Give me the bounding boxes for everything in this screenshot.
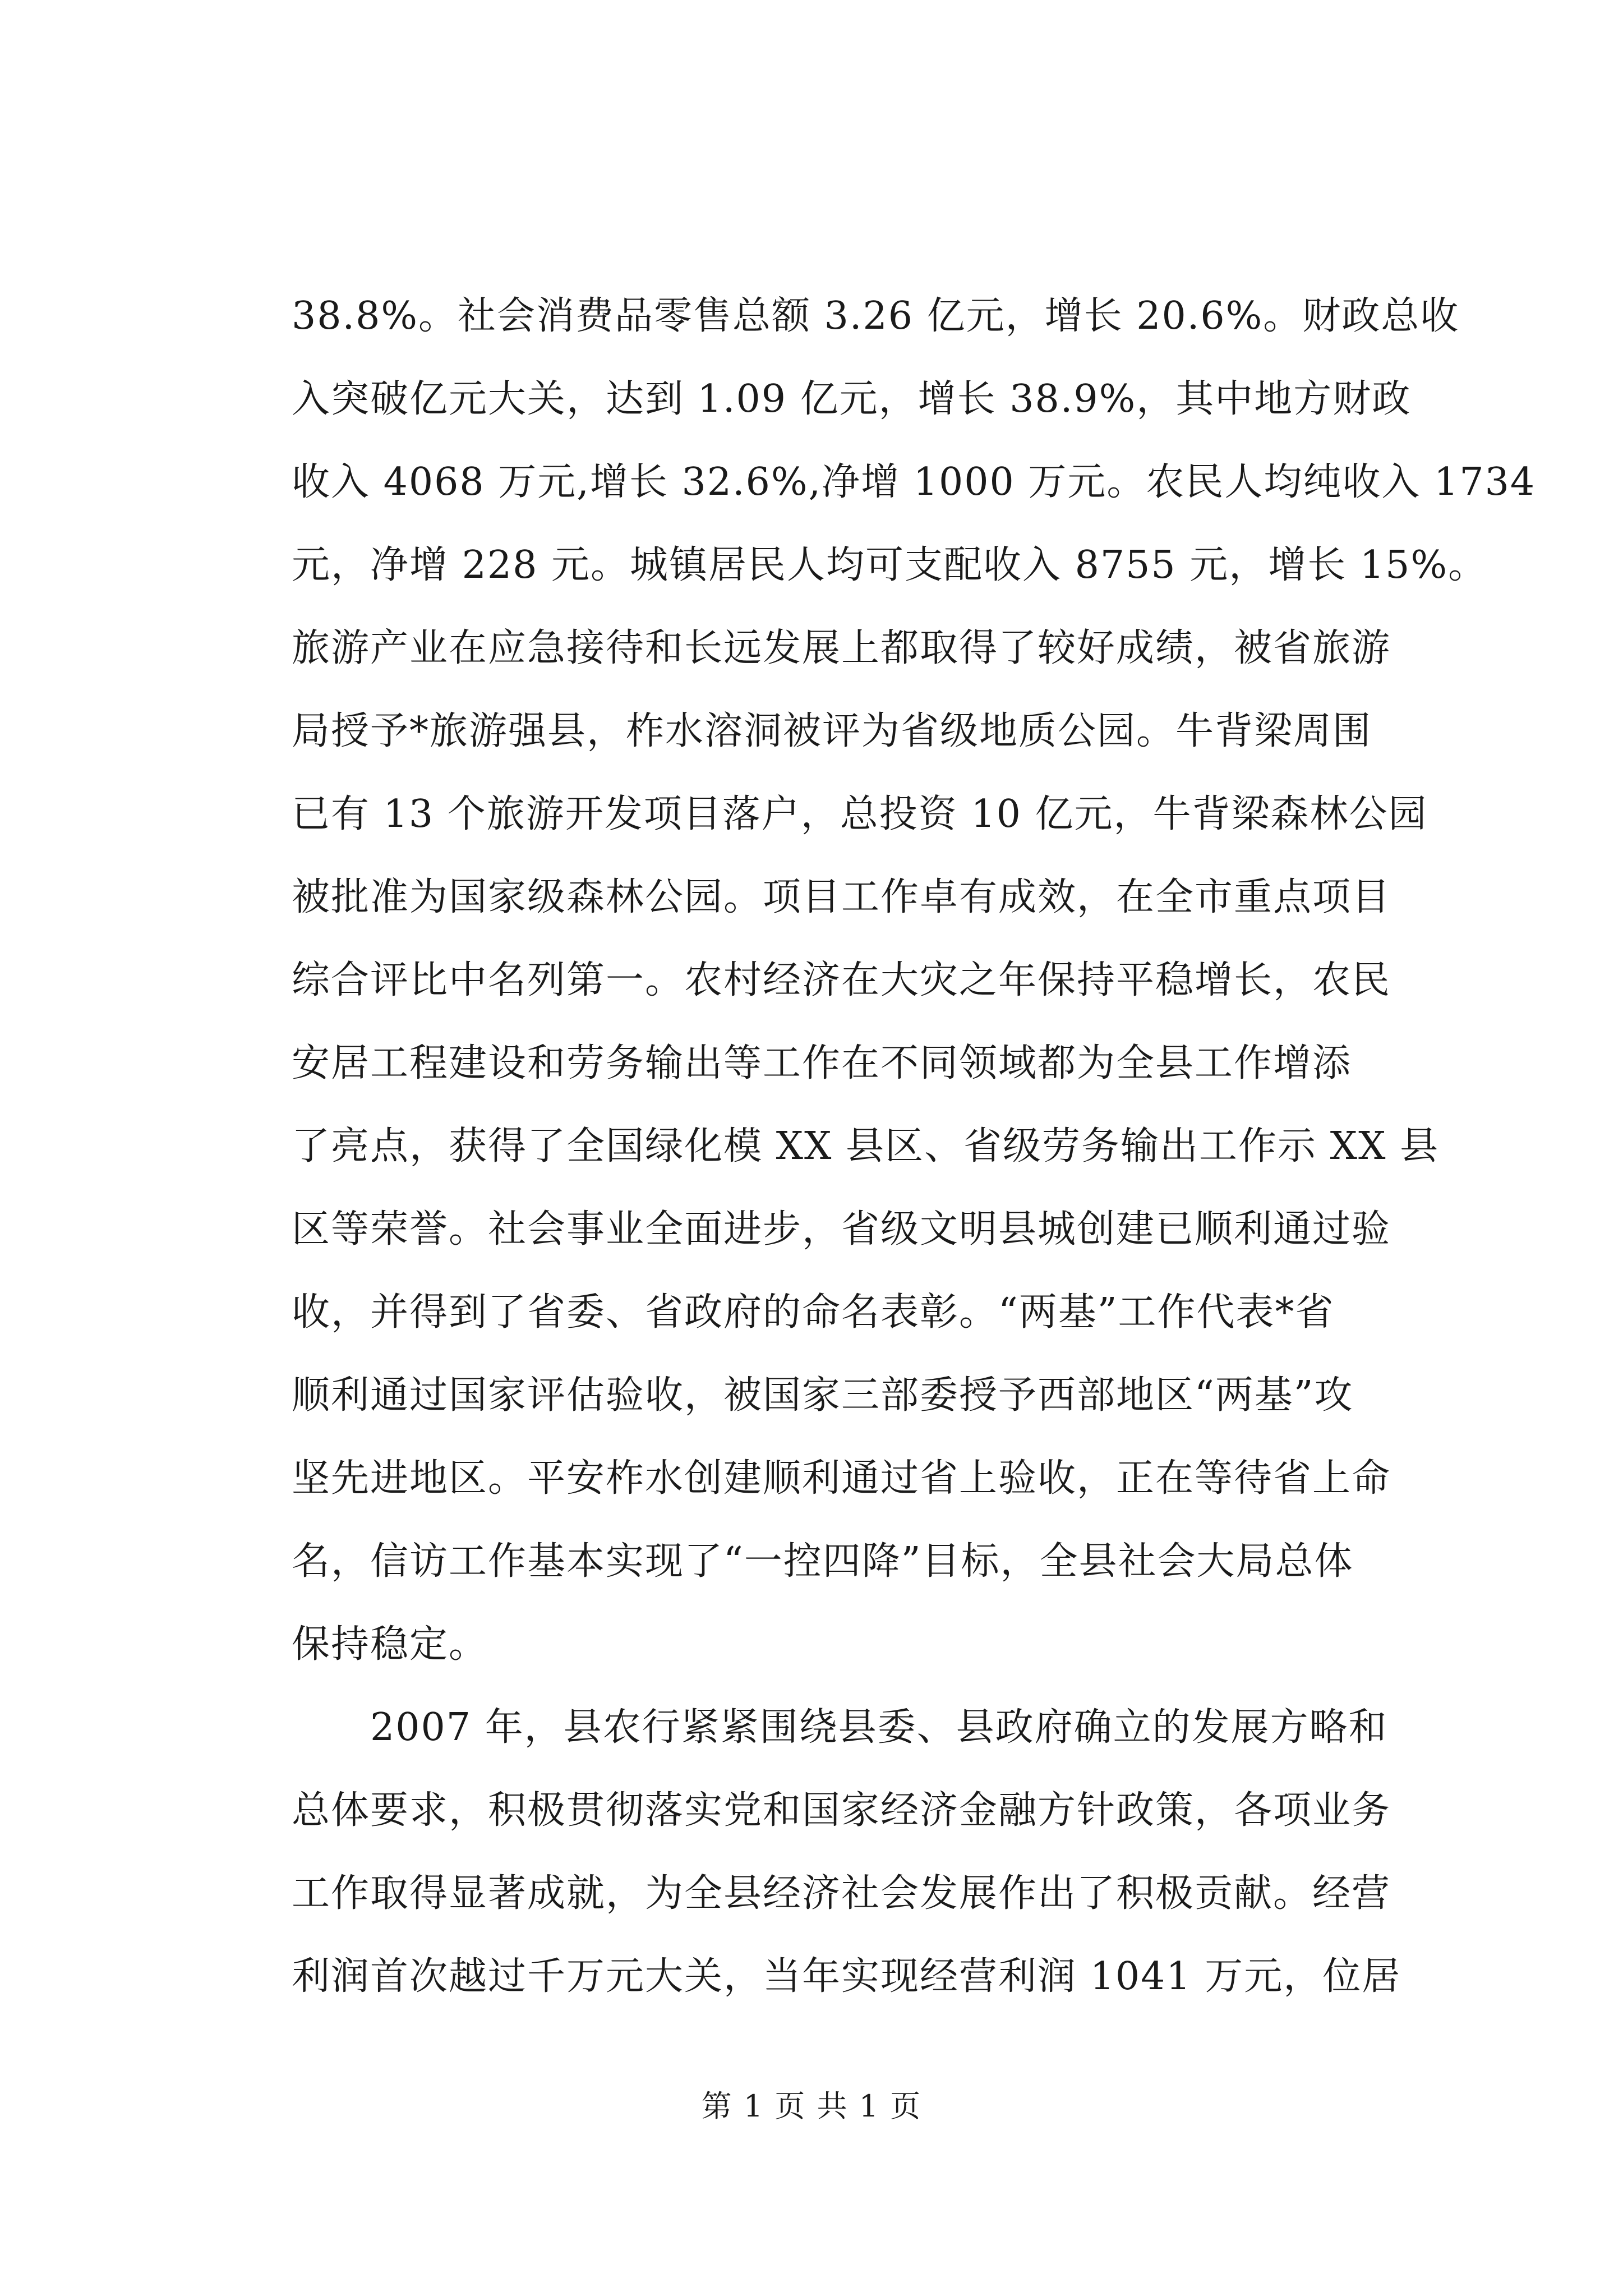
text-line: 综合评比中名列第一。农村经济在大灾之年保持平稳增长，农民: [292, 958, 1391, 1002]
text-line: 总体要求，积极贯彻落实党和国家经济金融方针政策，各项业务: [292, 1788, 1391, 1833]
text-line: 局授予*旅游强县，柞水溶洞被评为省级地质公园。牛背梁周围: [292, 709, 1372, 753]
text-line: 38.8%。社会消费品零售总额 3.26 亿元，增长 20.6%。财政总收: [292, 294, 1460, 338]
text-line: 入突破亿元大关，达到 1.09 亿元，增长 38.9%，其中地方财政: [292, 377, 1412, 421]
text-line: 保持稳定。: [292, 1622, 488, 1667]
text-line: 2007 年，县农行紧紧围绕县委、县政府确立的发展方略和: [370, 1705, 1388, 1750]
body-text: [292, 275, 1536, 2018]
page-footer: 第 1 页 共 1 页: [701, 2088, 922, 2124]
text-line: 坚先进地区。平安柞水创建顺利通过省上验收，正在等待省上命: [292, 1456, 1391, 1501]
paragraph-1: [292, 275, 1536, 1686]
text-line: 了亮点，获得了全国绿化模 XX 县区、省级劳务输出工作示 XX 县: [292, 1124, 1440, 1168]
text-line: 顺利通过国家评估验收，被国家三部委授予西部地区“两基”攻: [292, 1373, 1354, 1418]
text-line: 工作取得显著成就，为全县经济社会发展作出了积极贡献。经营: [292, 1871, 1391, 1916]
text-line: 已有 13 个旅游开发项目落户，总投资 10 亿元，牛背梁森林公园: [292, 792, 1428, 836]
text-line: 名，信访工作基本实现了“一控四降”目标，全县社会大局总体: [292, 1539, 1354, 1584]
text-line: 收入 4068 万元,增长 32.6%,净增 1000 万元。农民人均纯收入 1734: [292, 460, 1536, 504]
text-line: 元，净增 228 元。城镇居民人均可支配收入 8755 元，增长 15%。: [292, 543, 1488, 587]
paragraph-2: [292, 1686, 1402, 2018]
text-line: 利润首次越过千万元大关，当年实现经营利润 1041 万元，位居: [292, 1954, 1401, 1999]
text-line: 收，并得到了省委、省政府的命名表彰。“两基”工作代表*省: [292, 1290, 1335, 1335]
text-line: 被批准为国家级森林公园。项目工作卓有成效，在全市重点项目: [292, 875, 1391, 919]
text-line: 安居工程建设和劳务输出等工作在不同领域都为全县工作增添: [292, 1041, 1352, 1085]
text-line: 区等荣誉。社会事业全面进步，省级文明县城创建已顺利通过验: [292, 1207, 1391, 1251]
text-line: 旅游产业在应急接待和长远发展上都取得了较好成绩，被省旅游: [292, 626, 1391, 670]
